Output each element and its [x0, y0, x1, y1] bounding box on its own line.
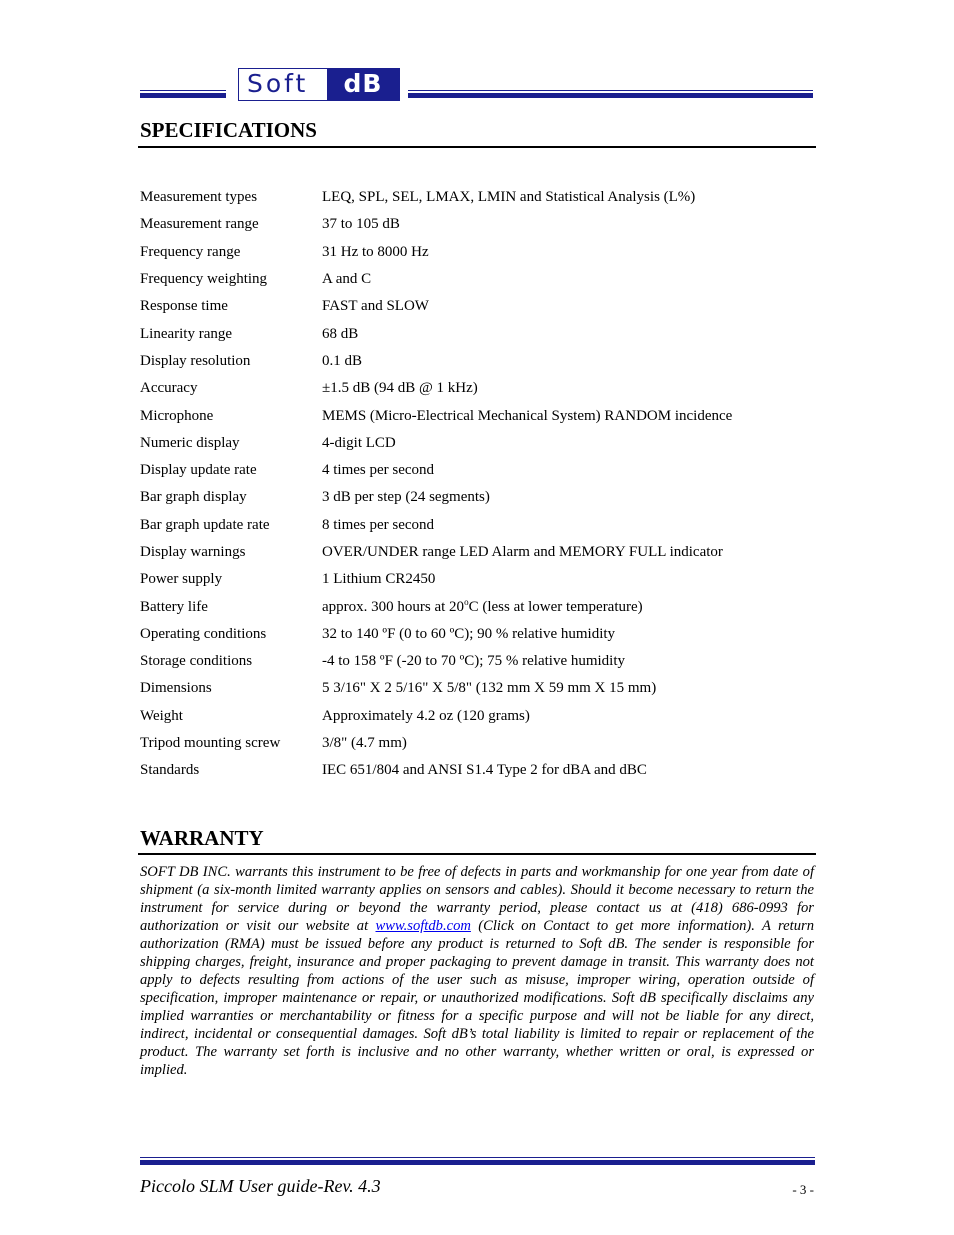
specifications-heading: SPECIFICATIONS — [140, 118, 317, 142]
spec-label: Weight — [140, 707, 183, 724]
spec-value: 37 to 105 dB — [322, 216, 400, 233]
spec-label: Tripod mounting screw — [140, 735, 281, 752]
spec-value: 32 to 140 ºF (0 to 60 ºC); 90 % relative humidity — [322, 625, 616, 642]
spec-value: A and C — [322, 271, 372, 288]
spec-value: IEC 651/804 and ANSI S1.4 Type 2 for dBA and dBC — [322, 762, 647, 779]
spec-value: MEMS (Micro-Electrical Mechanical System) RANDOM incidence — [322, 407, 733, 424]
spec-row — [140, 402, 816, 429]
spec-label: Battery life — [140, 598, 208, 615]
spec-value: -4 to 158 ºF (-20 to 70 ºC); 75 % relative humidity — [322, 653, 626, 670]
spec-value: 0.1 dB — [322, 352, 363, 369]
spec-label: Operating conditions — [140, 625, 267, 642]
specifications-table — [140, 184, 816, 785]
spec-value: 8 times per second — [322, 516, 435, 533]
footer-rule-thin — [140, 1157, 815, 1158]
footer-rule — [140, 1160, 815, 1165]
spec-value: 3/8" (4.7 mm) — [322, 735, 407, 752]
spec-label: Numeric display — [140, 434, 240, 451]
spec-label: Bar graph display — [140, 489, 247, 506]
spec-row — [140, 348, 816, 375]
spec-value: Approximately 4.2 oz (120 grams) — [322, 707, 530, 724]
header-rule-right — [408, 93, 813, 98]
spec-row — [140, 539, 816, 566]
spec-label: Display warnings — [140, 544, 246, 560]
spec-row — [140, 621, 816, 648]
specifications-heading-rule — [138, 146, 816, 148]
spec-label: Dimensions — [140, 680, 212, 697]
spec-row — [140, 648, 816, 675]
spec-value: 31 Hz to 8000 Hz — [322, 243, 429, 260]
warranty-text-part-1: SOFT DB INC. warrants this instrument to be free of defects in parts and workmanship for one year from date of shipment (a six-month limited warranty applies on sensors and cables). Should it become necessary to return the instrument for service during or beyond the warranty period, please contact us at (418) 686-0993 for authorization or visit our website at — [140, 864, 814, 934]
logo-db-text: dB — [327, 69, 399, 100]
spec-row — [140, 266, 816, 293]
spec-label: Measurement range — [140, 216, 259, 233]
spec-row — [140, 566, 816, 593]
spec-value — [322, 596, 816, 616]
footer-document-title: Piccolo SLM User guide-Rev. 4.3 — [140, 1176, 381, 1196]
spec-label: Storage conditions — [140, 653, 253, 670]
spec-label: Bar graph update rate — [140, 516, 270, 533]
spec-row — [140, 320, 816, 347]
warranty-heading-rule — [138, 853, 816, 855]
spec-row — [140, 457, 816, 484]
degree-superscript: o — [464, 596, 469, 607]
spec-value: 4 times per second — [322, 462, 435, 479]
spec-row — [140, 430, 816, 457]
spec-row — [140, 484, 816, 511]
spec-label: Power supply — [140, 571, 223, 588]
spec-row — [140, 293, 816, 320]
spec-row — [140, 593, 816, 620]
header-rule-thin-left — [140, 90, 226, 91]
spec-row — [140, 375, 816, 402]
spec-row — [140, 675, 816, 702]
spec-row — [140, 184, 816, 211]
spec-label: Frequency weighting — [140, 271, 268, 288]
spec-row — [140, 703, 816, 730]
spec-value-text: approx. 300 hours at 20 — [322, 598, 465, 615]
spec-label: Microphone — [140, 407, 214, 424]
spec-value: FAST and SLOW — [322, 298, 429, 315]
spec-value: 68 dB — [322, 325, 359, 342]
spec-value: 1 Lithium CR2450 — [322, 571, 436, 588]
logo-soft-text: Soft — [239, 69, 327, 98]
warranty-text-part-2: (Click on Contact to get more information). A return authorization (RMA) must be issued before any product is returned to Soft dB. The sender is responsible for shipping charges, freight, insurance and proper packaging to prevent damage in transit. This warranty does not apply to defects resulting from actions of the user such as misuse, improper wiring, operation outside of specification, improper maintenance or repair, or unauthorized modifications. Soft dB specifically disclaims any implied warranties or merchantability or fitness for a specific purpose and will not be liable for any direct, indirect, incidental or consequential damages. Soft dB’s total liability is limited to repair or replacement of the product. The warranty set forth is inclusive and no other warranty, whether written or oral, is expressed or implied. — [140, 918, 814, 1078]
spec-row — [140, 730, 816, 757]
warranty-heading: WARRANTY — [140, 826, 264, 850]
spec-label: Response time — [140, 298, 228, 315]
spec-row — [140, 512, 816, 539]
spec-label: Frequency range — [140, 243, 241, 260]
spec-value-text: C (less at lower temperature) — [468, 598, 643, 615]
spec-label: Display update rate — [140, 462, 257, 479]
spec-label: Display resolution — [140, 352, 251, 369]
spec-row — [140, 211, 816, 238]
softdb-website-link[interactable]: www.softdb.com — [375, 918, 471, 934]
spec-value: 3 dB per step (24 segments) — [322, 489, 490, 506]
spec-value: 5 3/16" X 2 5/16" X 5/8" (132 mm X 59 mm X 15 mm) — [322, 680, 657, 697]
spec-label: Measurement types — [140, 189, 258, 206]
spec-label: Standards — [140, 762, 200, 779]
spec-value: LEQ, SPL, SEL, LMAX, LMIN and Statistical Analysis (L%) — [322, 189, 696, 206]
warranty-text — [140, 863, 814, 1079]
spec-label: Linearity range — [140, 325, 233, 342]
softdb-logo — [238, 68, 400, 101]
footer-page-number: - 3 - — [792, 1182, 814, 1197]
spec-row — [140, 239, 816, 266]
spec-value: 4-digit LCD — [322, 434, 396, 451]
spec-value: ±1.5 dB (94 dB @ 1 kHz) — [322, 380, 478, 397]
spec-value: OVER/UNDER range LED Alarm and MEMORY FULL indicator — [322, 544, 723, 560]
spec-label: Accuracy — [140, 380, 198, 397]
header-rule-left — [140, 93, 226, 98]
header-rule-thin-right — [408, 90, 813, 91]
spec-row — [140, 757, 816, 784]
